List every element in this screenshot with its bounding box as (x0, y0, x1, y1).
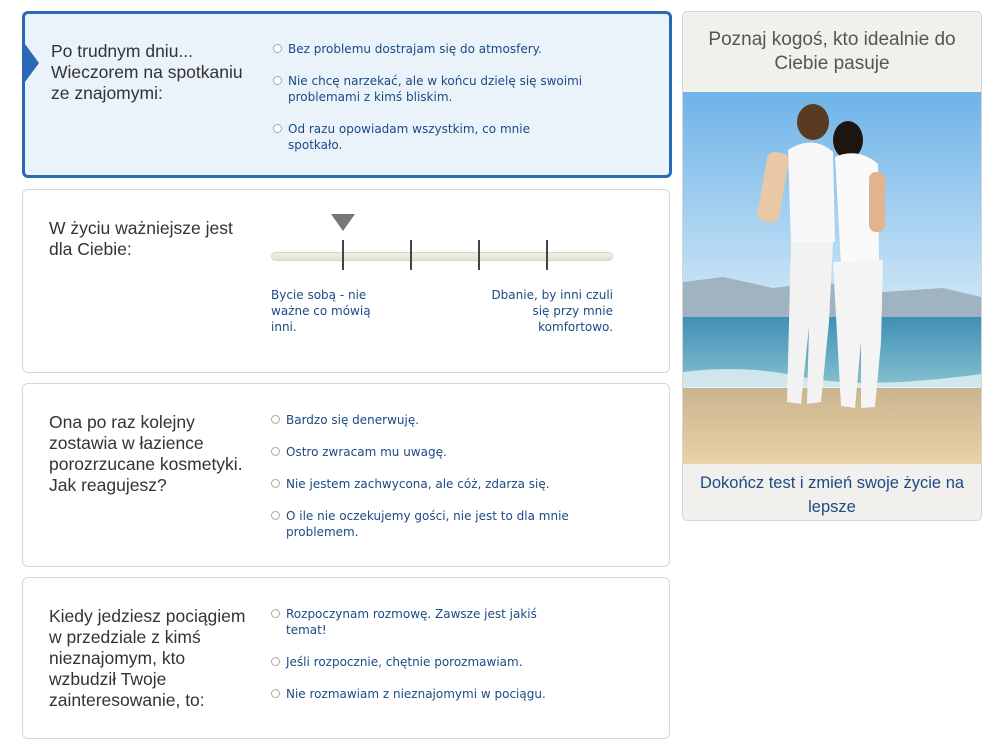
couple-on-beach-photo (683, 92, 981, 464)
answer-option[interactable]: Jeśli rozpocznie, chętnie porozmawiam. (271, 654, 601, 670)
radio-button[interactable] (271, 447, 280, 456)
radio-button[interactable] (271, 415, 280, 424)
answer-option[interactable]: Ostro zwracam mu uwagę. (271, 444, 601, 460)
scale-left-label: Bycie sobą - nie ważne co mówią inni. (271, 288, 371, 334)
radio-button[interactable] (273, 44, 282, 53)
question-card-1 (22, 11, 672, 178)
slider-tick[interactable] (410, 240, 412, 270)
active-question-pointer-icon (22, 40, 39, 86)
question-text: Ona po raz kolejny zostawia w łazience porozrzucane kosmetyki. Jak reagujesz? (49, 412, 243, 495)
promo-link[interactable]: Dokończ test i zmień swoje życie na lepsze (699, 474, 965, 516)
scale-right-label: Dbanie, by inni czuli się przy mnie komfortowo. (491, 288, 613, 334)
answer-option[interactable]: Bardzo się denerwuję. (271, 412, 601, 428)
slider-track[interactable] (271, 252, 613, 261)
question-text: W życiu ważniejsze jest dla Ciebie: (49, 218, 233, 259)
question-text: Kiedy jedziesz pociągiem w przedziale z kimś nieznajomym, kto wzbudził Twoje zainteresowanie, to: (49, 606, 246, 710)
question-card-2 (22, 189, 670, 373)
answer-option[interactable]: O ile nie oczekujemy gości, nie jest to dla mnie problemem. (271, 508, 601, 540)
radio-button[interactable] (271, 689, 280, 698)
answer-option[interactable]: Rozpoczynam rozmowę. Zawsze jest jakiś temat! (271, 606, 601, 638)
question-card-4 (22, 577, 670, 739)
radio-button[interactable] (271, 511, 280, 520)
answer-option[interactable]: Nie jestem zachwycona, ale cóż, zdarza się. (271, 476, 601, 492)
slider-tick[interactable] (342, 240, 344, 270)
promo-title: Poznaj kogoś, kto idealnie do Ciebie pasuje (708, 29, 956, 74)
radio-button[interactable] (271, 609, 280, 618)
answer-option[interactable]: Nie rozmawiam z nieznajomymi w pociągu. (271, 686, 601, 702)
promo-panel (682, 11, 982, 521)
radio-button[interactable] (271, 479, 280, 488)
answer-option[interactable]: Bez problemu dostrajam się do atmosfery. (273, 41, 603, 57)
radio-button[interactable] (273, 76, 282, 85)
preference-slider[interactable] (271, 214, 613, 274)
radio-button[interactable] (271, 657, 280, 666)
question-text: Po trudnym dniu... Wieczorem na spotkaniu ze znajomymi: (51, 41, 243, 103)
answer-option[interactable]: Od razu opowiadam wszystkim, co mnie spotkało. (273, 121, 603, 153)
radio-button[interactable] (273, 124, 282, 133)
slider-tick[interactable] (478, 240, 480, 270)
question-card-3 (22, 383, 670, 567)
answer-option[interactable]: Nie chcę narzekać, ale w końcu dzielę się swoimi problemami z kimś bliskim. (273, 73, 603, 105)
slider-tick[interactable] (546, 240, 548, 270)
slider-marker-icon[interactable] (331, 214, 355, 231)
